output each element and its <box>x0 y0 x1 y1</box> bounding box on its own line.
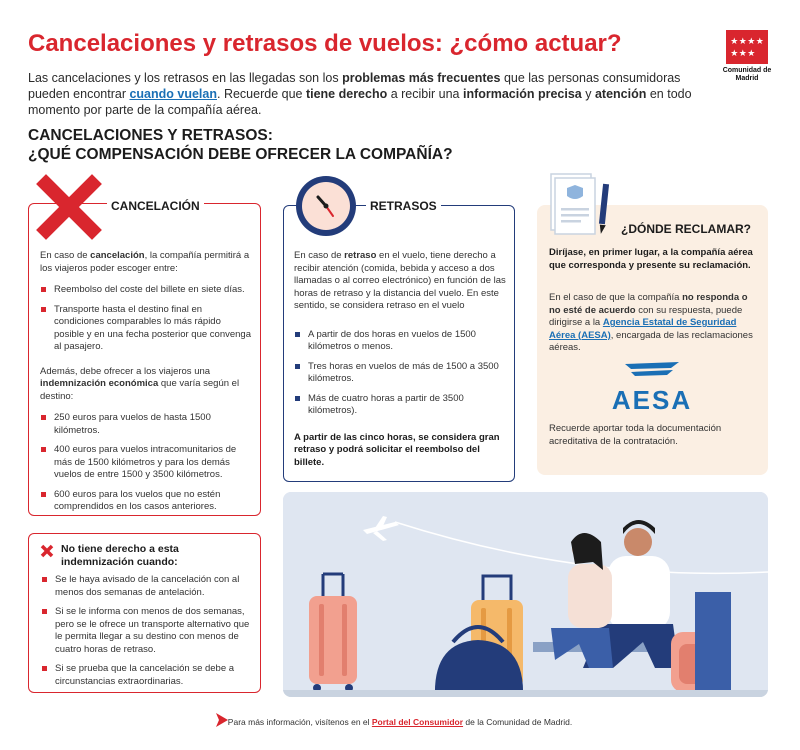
red-cross-icon <box>36 174 102 240</box>
list-item: Tres horas en vuelos de más de 1500 a 3500 kilómetros. <box>294 361 506 386</box>
cancelacion-title: CANCELACIÓN <box>107 199 204 213</box>
intro-paragraph: Las cancelaciones y los retrasos en las llegadas son los problemas más frecuentes que las personas consumidoras pueden encontrar cuando vuelan. Recuerde que tiene derecho a recibir una información precisa y atención en todo momento por parte de la compañía aérea. <box>28 71 692 117</box>
list-item: A partir de dos horas en vuelos de 1500 kilómetros o menos. <box>294 329 506 354</box>
clock-icon <box>293 173 359 239</box>
aesa-logo-text: AESA <box>611 385 693 415</box>
retrasos-note: A partir de las cinco horas, se considera gran retraso y podrá solicitar el reembolso del billete. <box>294 431 500 468</box>
comunidad-madrid-logo <box>722 30 772 83</box>
page-title: Cancelaciones y retrasos de vuelos: ¿cómo actuar? <box>28 30 622 57</box>
list-item: Si se le informa con menos de dos semanas, pero se le ofrece un transporte alternativo que le permita llegar a su destino con menos de cuatro horas de retraso. <box>41 606 253 656</box>
list-item: Si se prueba que la cancelación se debe a circunstancias extraordinarias. <box>41 663 253 688</box>
donde-p3: Recuerde aportar toda la documentación acreditativa de la contratación. <box>549 423 722 447</box>
list-item: 250 euros para vuelos de hasta 1500 kilómetros. <box>40 412 252 437</box>
small-cross-icon <box>40 544 54 558</box>
list-item: 400 euros para vuelos intracomunitarios de más de 1500 kilómetros y para los demás vuelos de entre 1500 y 3500 kilómetros. <box>40 444 252 482</box>
no-derecho-title: No tiene derecho a esta indemnización cuando: <box>61 543 179 568</box>
list-item: Se le haya avisado de la cancelación con al menos dos semanas de antelación. <box>41 574 253 599</box>
donde-p2: En el caso de que la compañía no responda o no esté de acuerdo con su respuesta, puede dirigirse a la Agencia Estatal de Seguridad Aérea (AESA), encargada de las reclamaciones aéreas. <box>549 292 753 353</box>
travelers-illustration <box>283 492 768 697</box>
list-item: Reembolso del coste del billete en siete días. <box>40 284 252 297</box>
airport-scene-image <box>283 492 768 697</box>
aesa-logo <box>607 360 697 413</box>
portal-consumidor-link[interactable]: Portal del Consumidor <box>371 717 464 727</box>
cuando-vuelan-link[interactable]: cuando vuelan <box>129 87 217 101</box>
list-item: Transporte hasta el destino final en condiciones comparables lo más rápido posible y en una fecha posterior que convenga al pasajero. <box>40 304 252 354</box>
retrasos-intro: En caso de retraso en el vuelo, tiene derecho a recibir atención (comida, bebida y acceso a dos llamadas o al correo electrónico) en función de las horas de retraso y la distancia del vuelo. En este sentido, se considera retraso en el vuelo <box>294 250 506 311</box>
document-pen-icon <box>545 170 615 238</box>
donde-p1: Diríjase, en primer lugar, a la compañía aérea que corresponda y presente su reclamación. <box>549 247 753 271</box>
footer-text: Para más información, visítenos en el Portal del Consumidor de la Comunidad de Madrid. <box>227 717 573 727</box>
star-flag-icon: ★ ★ ★ ★ ★ ★ ★ <box>726 30 768 64</box>
compensacion-intro: Además, debe ofrecer a los viajeros una indemnización económica que varía según el destino: <box>40 365 240 402</box>
aesa-wing-icon <box>617 360 687 382</box>
donde-title: ¿DÓNDE RECLAMAR? <box>621 222 751 236</box>
no-derecho-card <box>28 533 261 693</box>
list-item: 600 euros para los vuelos que no estén comprendidos en los casos anteriores. <box>40 489 252 514</box>
retrasos-list <box>294 329 506 418</box>
donde-reclamar-card <box>537 205 768 475</box>
aesa-link[interactable]: Agencia Estatal de Seguridad Aérea (AESA) <box>549 317 737 341</box>
list-item: Más de cuatro horas a partir de 3500 kilómetros). <box>294 393 506 418</box>
logo-text: Comunidad de Madrid <box>722 67 772 82</box>
cancelacion-options <box>40 284 252 354</box>
bin-icon <box>695 592 731 692</box>
no-derecho-list <box>41 574 253 695</box>
cancelacion-intro: En caso de cancelación, la compañía permitirá a los viajeros poder escoger entre: <box>40 250 250 274</box>
section-subheading: CANCELACIONES Y RETRASOS: ¿QUÉ COMPENSACIÓN DEBE OFRECER LA COMPAÑÍA? <box>28 127 453 163</box>
retrasos-title: RETRASOS <box>366 199 441 213</box>
compensation-list <box>40 412 252 514</box>
